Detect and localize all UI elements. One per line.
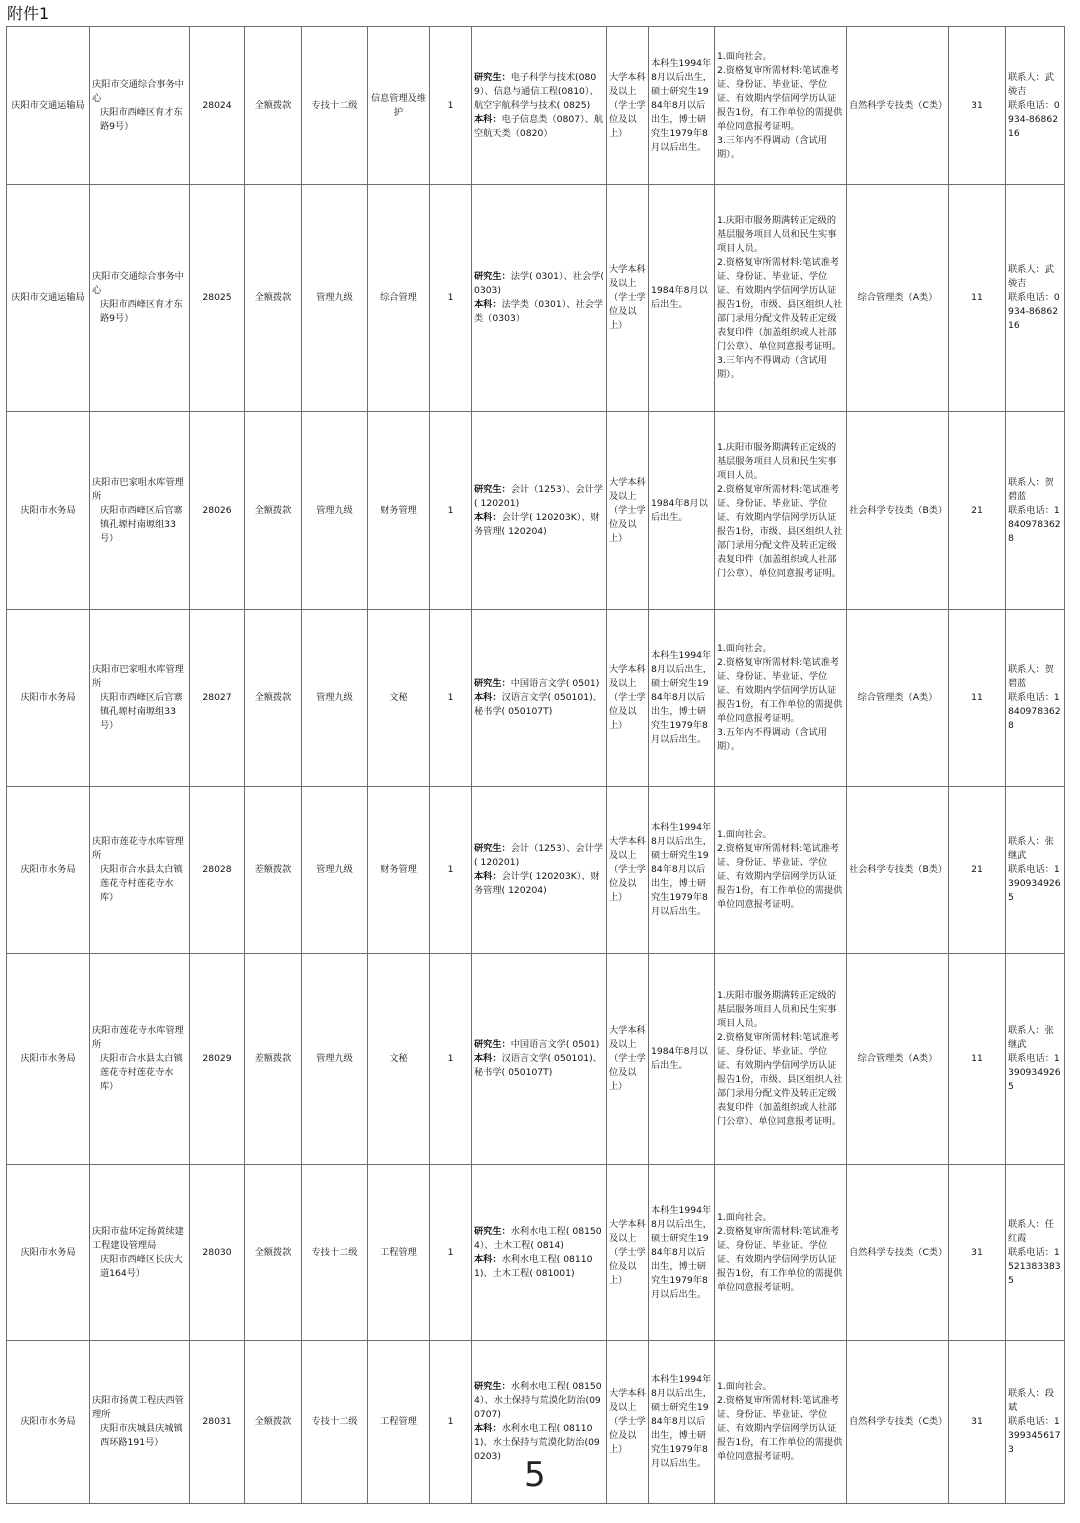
conditions-cell xyxy=(715,185,847,412)
contact-cell xyxy=(1006,954,1065,1165)
major-ug-label: 本科： xyxy=(474,692,502,703)
post-code-cell: 28027 xyxy=(190,610,245,787)
exam-code-cell: 11 xyxy=(949,185,1006,412)
unit-address: 庆阳市西峰区后官寨镇孔塬村南塬组33号） xyxy=(100,504,183,544)
major-cell xyxy=(472,27,607,185)
unit-name: 庆阳市交通综合事务中心 xyxy=(92,78,184,104)
condition-line: 1.面向社会。 xyxy=(717,1211,772,1223)
major-ug: 汉语言文学( 050101)、秘书学( 050107T) xyxy=(474,692,602,717)
count-cell: 1 xyxy=(430,27,472,185)
post-name-cell: 财务管理 xyxy=(368,412,430,610)
post-level-cell: 管理九级 xyxy=(302,412,368,610)
major-cell xyxy=(472,412,607,610)
major-grad-label: 研究生： xyxy=(474,678,511,689)
age-cell: 本科生1994年8月以后出生，硕士研究生1984年8月以后出生，博士研究生1979年8月以后出生。 xyxy=(649,27,715,185)
major-cell xyxy=(472,185,607,412)
major-ug-label: 本科： xyxy=(474,299,502,310)
department-cell: 庆阳市交通运输局 xyxy=(7,27,90,185)
condition-line: 1.面向社会。 xyxy=(717,50,772,62)
major-cell xyxy=(472,1165,607,1341)
contact-person: 联系人：张继武 xyxy=(1008,1025,1054,1050)
contact-cell xyxy=(1006,1341,1065,1504)
post-code-cell: 28029 xyxy=(190,954,245,1165)
page-title: 附件1 xyxy=(7,4,50,23)
department-cell: 庆阳市水务局 xyxy=(7,787,90,954)
contact-phone: 联系电话：0934-8686216 xyxy=(1008,99,1060,139)
department-cell: 庆阳市水务局 xyxy=(7,412,90,610)
funding-cell: 差额拨款 xyxy=(245,787,302,954)
unit-cell xyxy=(90,787,190,954)
count-cell: 1 xyxy=(430,1341,472,1504)
education-cell: 大学本科及以上（学士学位及以上） xyxy=(607,1165,649,1341)
major-grad: 会计（1253）、会计学( 120201) xyxy=(474,843,604,868)
condition-line: 1.面向社会。 xyxy=(717,829,772,840)
major-grad-label: 研究生： xyxy=(474,1381,511,1392)
condition-line: 1.庆阳市服务期满转正定级的基层服务项目人员和民生实事项目人员。 xyxy=(717,441,837,481)
contact-cell xyxy=(1006,787,1065,954)
unit-cell xyxy=(90,185,190,412)
major-ug-label: 本科： xyxy=(474,871,502,882)
contact-cell xyxy=(1006,610,1065,787)
unit-address: 庆阳市西峰区长庆大道164号） xyxy=(100,1253,183,1279)
education-cell: 大学本科及以上（学士学位及以上） xyxy=(607,412,649,610)
count-cell: 1 xyxy=(430,1165,472,1341)
count-cell: 1 xyxy=(430,412,472,610)
contact-phone: 联系电话：13993456173 xyxy=(1008,1416,1061,1455)
department-cell: 庆阳市水务局 xyxy=(7,1165,90,1341)
conditions-cell xyxy=(715,1165,847,1341)
post-code-cell: 28025 xyxy=(190,185,245,412)
department-cell: 庆阳市水务局 xyxy=(7,954,90,1165)
table-row xyxy=(7,185,1065,412)
unit-name: 庆阳市盐环定扬黄续建工程建设管理局 xyxy=(92,1225,184,1251)
education-cell: 大学本科及以上（学士学位及以上） xyxy=(607,610,649,787)
post-name-cell: 财务管理 xyxy=(368,787,430,954)
contact-person: 联系人：贺碧蓝 xyxy=(1008,476,1054,502)
conditions-cell xyxy=(715,1341,847,1504)
exam-code-cell: 31 xyxy=(949,27,1006,185)
contact-phone: 联系电话：18409783628 xyxy=(1008,504,1061,544)
table-row xyxy=(7,412,1065,610)
funding-cell: 全额拨款 xyxy=(245,1165,302,1341)
condition-line: 2.资格复审所需材料:笔试准考证、身份证、毕业证、学位证、有效期内学信网学历认证报告1份，市级、县区组织人社部门录用分配文件及转正定级表复印件（加盖组织或人社部门公章）、单位同意报考证明。 xyxy=(717,483,843,579)
post-code-cell: 28028 xyxy=(190,787,245,954)
department-cell: 庆阳市水务局 xyxy=(7,1341,90,1504)
exam-type-cell: 综合管理类（A类） xyxy=(847,610,949,787)
age-cell: 本科生1994年8月以后出生，硕士研究生1984年8月以后出生，博士研究生1979年8月以后出生。 xyxy=(649,1165,715,1341)
exam-type-cell: 综合管理类（A类） xyxy=(847,185,949,412)
contact-person: 联系人：武骏吉 xyxy=(1008,264,1054,289)
contact-cell xyxy=(1006,185,1065,412)
major-grad: 中国语言文学( 0501) xyxy=(510,1039,600,1050)
post-name-cell: 文秘 xyxy=(368,610,430,787)
education-cell: 大学本科及以上（学士学位及以上） xyxy=(607,27,649,185)
condition-line: 1.面向社会。 xyxy=(717,1381,772,1392)
exam-code-cell: 31 xyxy=(949,1341,1006,1504)
major-ug-label: 本科： xyxy=(474,1423,502,1434)
exam-type-cell: 综合管理类（A类） xyxy=(847,954,949,1165)
education-cell: 大学本科及以上（学士学位及以上） xyxy=(607,954,649,1165)
unit-cell xyxy=(90,412,190,610)
unit-cell xyxy=(90,954,190,1165)
exam-code-cell: 11 xyxy=(949,954,1006,1165)
age-cell: 本科生1994年8月以后出生，硕士研究生1984年8月以后出生，博士研究生1979年8月以后出生。 xyxy=(649,787,715,954)
age-cell: 本科生1994年8月以后出生，硕士研究生1984年8月以后出生，博士研究生1979年8月以后出生。 xyxy=(649,1341,715,1504)
conditions-cell xyxy=(715,27,847,185)
contact-person: 联系人：贺碧蓝 xyxy=(1008,664,1054,689)
major-ug: 水利水电工程( 081101)、土木工程( 081001) xyxy=(474,1253,593,1279)
unit-address: 庆阳市庆城县庆城镇西环路191号） xyxy=(100,1423,183,1448)
exam-type-cell: 自然科学专技类（C类） xyxy=(847,1341,949,1504)
table-row xyxy=(7,787,1065,954)
major-grad-label: 研究生： xyxy=(474,1039,511,1050)
position-table xyxy=(6,26,1065,1504)
condition-line: 2.资格复审所需材料:笔试准考证、身份证、毕业证、学位证、有效期内学信网学历认证报告1份，有工作单位的需提供单位同意报考证明。 xyxy=(717,64,843,132)
major-ug: 会计学( 120203K）、财务管理( 120204) xyxy=(474,871,600,896)
table-row xyxy=(7,1165,1065,1341)
unit-name: 庆阳市莲花寺水库管理所 xyxy=(92,1025,184,1050)
major-grad-label: 研究生： xyxy=(474,483,511,495)
funding-cell: 全额拨款 xyxy=(245,185,302,412)
condition-line: 2.资格复审所需材料:笔试准考证、身份证、毕业证、学位证、有效期内学信网学历认证报告1份，市级、县区组织人社部门录用分配文件及转正定级表复印件（加盖组织或人社部门公章）、单位同意报考证明。 xyxy=(717,257,843,352)
condition-line: 2.资格复审所需材料:笔试准考证、身份证、毕业证、学位证、有效期内学信网学历认证报告1份，有工作单位的需提供单位同意报考证明。 xyxy=(717,1395,843,1462)
post-level-cell: 管理九级 xyxy=(302,954,368,1165)
major-grad-label: 研究生： xyxy=(474,71,511,83)
condition-line: 2.资格复审所需材料:笔试准考证、身份证、毕业证、学位证、有效期内学信网学历认证报告1份，有工作单位的需提供单位同意报考证明。 xyxy=(717,1225,843,1293)
post-name-cell: 工程管理 xyxy=(368,1341,430,1504)
conditions-cell xyxy=(715,610,847,787)
unit-name: 庆阳市巴家咀水库管理所 xyxy=(92,664,184,689)
unit-address: 庆阳市西峰区育才东路9号） xyxy=(100,106,183,132)
table-row xyxy=(7,610,1065,787)
page-number: 5 xyxy=(524,1455,546,1495)
contact-person: 联系人：段斌 xyxy=(1008,1388,1054,1413)
post-name-cell: 工程管理 xyxy=(368,1165,430,1341)
funding-cell: 全额拨款 xyxy=(245,610,302,787)
funding-cell: 全额拨款 xyxy=(245,1341,302,1504)
unit-address: 庆阳市西峰区育才东路9号） xyxy=(100,299,183,324)
condition-line: 2.资格复审所需材料:笔试准考证、身份证、毕业证、学位证、有效期内学信网学历认证报告1份，有工作单位的需提供单位同意报考证明。 xyxy=(717,843,843,910)
major-grad: 中国语言文学( 0501) xyxy=(510,678,600,689)
post-code-cell: 28031 xyxy=(190,1341,245,1504)
major-grad: 会计（1253）、会计学( 120201) xyxy=(474,483,604,509)
major-grad-label: 研究生： xyxy=(474,1225,511,1237)
condition-line: 1.庆阳市服务期满转正定级的基层服务项目人员和民生实事项目人员。 xyxy=(717,990,837,1029)
unit-name: 庆阳市莲花寺水库管理所 xyxy=(92,836,184,861)
post-code-cell: 28030 xyxy=(190,1165,245,1341)
major-ug: 法学类（0301）、社会学类（0303） xyxy=(474,299,604,324)
major-grad: 水利水电工程( 081504）、土木工程( 0814) xyxy=(474,1225,602,1251)
contact-cell xyxy=(1006,412,1065,610)
unit-cell xyxy=(90,1341,190,1504)
funding-cell: 全额拨款 xyxy=(245,27,302,185)
major-grad: 法学( 0301）、社会学( 0303) xyxy=(474,271,604,296)
post-level-cell: 专技十二级 xyxy=(302,27,368,185)
major-ug-label: 本科： xyxy=(474,511,502,523)
table-row xyxy=(7,27,1065,185)
count-cell: 1 xyxy=(430,610,472,787)
major-grad-label: 研究生： xyxy=(474,271,511,282)
major-grad: 水利水电工程( 081504）、水土保持与荒漠化防治(090707) xyxy=(474,1381,602,1420)
contact-cell xyxy=(1006,27,1065,185)
unit-address: 庆阳市西峰区后官寨镇孔塬村南塬组33号） xyxy=(100,692,183,731)
education-cell: 大学本科及以上（学士学位及以上） xyxy=(607,787,649,954)
exam-type-cell: 自然科学专技类（C类） xyxy=(847,1165,949,1341)
major-cell xyxy=(472,610,607,787)
post-level-cell: 管理九级 xyxy=(302,787,368,954)
contact-phone: 联系电话：13909349265 xyxy=(1008,1053,1061,1092)
condition-line: 3.五年内不得调动（含试用期）。 xyxy=(717,727,827,752)
department-cell: 庆阳市水务局 xyxy=(7,610,90,787)
exam-code-cell: 31 xyxy=(949,1165,1006,1341)
contact-phone: 联系电话：15213833835 xyxy=(1008,1246,1061,1286)
unit-cell xyxy=(90,1165,190,1341)
age-cell: 1984年8月以后出生。 xyxy=(649,185,715,412)
education-cell: 大学本科及以上（学士学位及以上） xyxy=(607,185,649,412)
exam-code-cell: 21 xyxy=(949,412,1006,610)
exam-type-cell: 社会科学专技类（B类） xyxy=(847,412,949,610)
education-cell: 大学本科及以上（学士学位及以上） xyxy=(607,1341,649,1504)
post-level-cell: 专技十二级 xyxy=(302,1341,368,1504)
unit-cell xyxy=(90,27,190,185)
condition-line: 2.资格复审所需材料:笔试准考证、身份证、毕业证、学位证、有效期内学信网学历认证报告1份，市级、县区组织人社部门录用分配文件及转正定级表复印件（加盖组织或人社部门公章）、单位同意报考证明。 xyxy=(717,1032,843,1127)
conditions-cell xyxy=(715,954,847,1165)
unit-name: 庆阳市扬黄工程庆西管理所 xyxy=(92,1395,184,1420)
post-level-cell: 管理九级 xyxy=(302,185,368,412)
contact-person: 联系人：任红霞 xyxy=(1008,1218,1054,1244)
major-ug: 汉语言文学( 050101)、秘书学( 050107T) xyxy=(474,1053,602,1078)
major-ug-label: 本科： xyxy=(474,1053,502,1064)
age-cell: 1984年8月以后出生。 xyxy=(649,412,715,610)
contact-person: 联系人：张继武 xyxy=(1008,836,1054,861)
post-level-cell: 管理九级 xyxy=(302,610,368,787)
age-cell: 本科生1994年8月以后出生，硕士研究生1984年8月以后出生，博士研究生1979年8月以后出生。 xyxy=(649,610,715,787)
funding-cell: 全额拨款 xyxy=(245,412,302,610)
major-grad: 电子科学与技术(0809）、信息与通信工程(0810）、航空宇航科学与技术( 0825) xyxy=(474,71,599,111)
post-name-cell: 文秘 xyxy=(368,954,430,1165)
post-code-cell: 28026 xyxy=(190,412,245,610)
post-name-cell: 综合管理 xyxy=(368,185,430,412)
unit-name: 庆阳市交通综合事务中心 xyxy=(92,271,184,296)
count-cell: 1 xyxy=(430,787,472,954)
funding-cell: 差额拨款 xyxy=(245,954,302,1165)
post-name-cell: 信息管理及维护 xyxy=(368,27,430,185)
condition-line: 2.资格复审所需材料:笔试准考证、身份证、毕业证、学位证、有效期内学信网学历认证报告1份，有工作单位的需提供单位同意报考证明。 xyxy=(717,657,843,724)
condition-line: 3.三年内不得调动（含试用期）。 xyxy=(717,134,827,160)
condition-line: 1.庆阳市服务期满转正定级的基层服务项目人员和民生实事项目人员。 xyxy=(717,215,837,254)
contact-phone: 联系电话：13909349265 xyxy=(1008,864,1061,903)
age-cell: 1984年8月以后出生。 xyxy=(649,954,715,1165)
major-grad-label: 研究生： xyxy=(474,843,511,854)
unit-address: 庆阳市合水县太白镇莲花寺村莲花寺水库） xyxy=(100,1053,183,1092)
contact-cell xyxy=(1006,1165,1065,1341)
major-ug-label: 本科： xyxy=(474,113,502,125)
major-ug: 电子信息类（0807）、航空航天类（0820） xyxy=(474,113,604,139)
conditions-cell xyxy=(715,787,847,954)
condition-line: 1.面向社会。 xyxy=(717,643,772,654)
major-ug-label: 本科： xyxy=(474,1253,502,1265)
department-cell: 庆阳市交通运输局 xyxy=(7,185,90,412)
major-ug: 会计学( 120203K）、财务管理( 120204) xyxy=(474,511,600,537)
major-cell xyxy=(472,787,607,954)
contact-phone: 联系电话：0934-8686216 xyxy=(1008,292,1060,331)
condition-line: 3.三年内不得调动（含试用期）。 xyxy=(717,355,827,380)
table-body xyxy=(7,27,1065,1504)
conditions-cell xyxy=(715,412,847,610)
unit-address: 庆阳市合水县太白镇莲花寺村莲花寺水库） xyxy=(100,864,183,903)
count-cell: 1 xyxy=(430,954,472,1165)
contact-person: 联系人：武骏吉 xyxy=(1008,71,1054,97)
unit-cell xyxy=(90,610,190,787)
count-cell: 1 xyxy=(430,185,472,412)
exam-type-cell: 自然科学专技类（C类） xyxy=(847,27,949,185)
contact-phone: 联系电话：18409783628 xyxy=(1008,692,1061,731)
exam-type-cell: 社会科学专技类（B类） xyxy=(847,787,949,954)
major-cell xyxy=(472,954,607,1165)
table-row xyxy=(7,954,1065,1165)
exam-code-cell: 11 xyxy=(949,610,1006,787)
major-ug: 水利水电工程( 081101)、水土保持与荒漠化防治(090203) xyxy=(474,1423,600,1462)
post-code-cell: 28024 xyxy=(190,27,245,185)
post-level-cell: 专技十二级 xyxy=(302,1165,368,1341)
exam-code-cell: 21 xyxy=(949,787,1006,954)
unit-name: 庆阳市巴家咀水库管理所 xyxy=(92,476,184,502)
